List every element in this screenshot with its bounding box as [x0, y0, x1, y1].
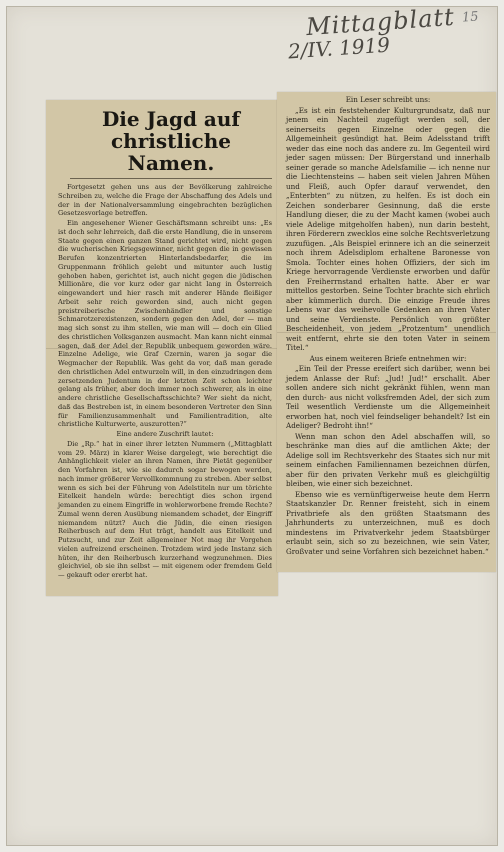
article-headline: Die Jagd auf christliche Namen. [70, 106, 272, 179]
fold-line [277, 332, 496, 333]
paragraph: Wenn man schon den Adel abschaffen will, so beschränke man dies auf die amtlichen Akte; der Adelige soll im Rechtsverkehr des Staates sich nur mit seinem einfachen Familiennamen bezeichnen dürfen, aber für den privaten Verkehr muß es gleichgültig bleiben, wie einer sich bezeichnet. [286, 431, 490, 488]
handwritten-title: Mittagblatt [305, 2, 456, 42]
newspaper-clipping-right [277, 92, 496, 572]
right-column [277, 92, 496, 556]
paragraph: „Ein Teil der Presse ereifert sich darüber, wenn bei jedem Anlasse der Ruf: „Jud! Jud!“ erschallt. Aber sollen andere sich nicht gekränkt fühlen, wenn man den durch- aus nicht volksfremden Adel, der sich zum Teil wesentlich Verdienste um die Allgemeinheit erworben hat, noch viel feindseliger behandelt? Ist ein Adeliger? Bedroht ihn!“ [286, 364, 490, 430]
paragraph: Aus einem weiteren Briefe entnehmen wir: [309, 353, 467, 363]
handwritten-number: 15 [461, 9, 480, 26]
paragraph: „Es ist ein feststehender Kulturgrundsatz, daß nur jenem ein Nachteil zugefügt werden soll, der seinerseits gegen Einzelne oder gegen die Allgemeinheit gesündigt hat. Beim Adelsstand trifft weder das eine noch das andere zu. Im Gegenteil wird jeder sagen müssen: Der Bürgerstand und innerhalb seiner gerade so manche Adelsfamilie — ich nenne nur die Liechtensteins — haben seit vielen Jahren Mühen und Fleiß, auch Opfer darauf verwendet, den „Enterbten“ zu nützen, zu helfen. Es ist doch ein Zeichen sonderbarer Gesinnung, daß die erste Handlung dieser, die zu der Macht kamen (wobei auch viele Adelige mitgeholfen haben), nun darin besteht, ihren Förderern zwecklos eine solche Rechtsverletzung zuzufügen. „Als Beispiel erinnere ich an die seinerzeit noch ihrem Adelsdiplom erhaltene Baronesse von Smola. Tochter eines hohen Offiziers, der sich im Kriege hervorragende Verdienste erworben und dafür den Freiherrnstand erhalten hatte. Aber er war mittellos gestorben. Seine Tochter brachte sich ehrlich aber kümmerlich durch. Die einzige Freude ihres Lebens war das weihevolle Gedenken an ihren Vater und seine Verdienste. Persönlich von größter Bescheidenheit, von jedem „Protzentum“ unendlich weit entfernt, ehrte sie den toten Vater in seinem Titel.“ [286, 105, 490, 352]
paragraph: Ebenso wie es vernünftigerweise heute dem Herrn Staatskanzler Dr. Renner freisteht, sich in einem Privatbriefe als den größten Staatsmann des Jahrhunderts zu unterzeichnen, muß es doch mindestens im Privatverkehr jedem Staatsbürger erlaubt sein, sich so zu bezeichnen, wie sein Vater, Großvater und seine Vorfahren sich bezeichnet haben.“ [286, 489, 490, 556]
handwritten-date: 2/IV. 1919 [287, 32, 391, 64]
paragraph: Ein angesehener Wiener Geschäftsmann schreibt uns: „Es ist doch sehr lehrreich, daß die erste Handlung, die in unserem Staate gegen einen ganzen Stand gerichtet wird, nicht gegen die wucherischen Kriegsgewinner, nicht gegen die in gewissen Berufen konzentrierten Hinterlandsbedarfer, die im Gruppenmann fröhlich gelebt und mitunter auch lustig gehoben haben, gerichtet ist, auch nicht gegen die jüdischen Millionäre, die vor kurz oder gar nicht lang in Österreich eingewandert und hier rasch mit anderer Hände fleißiger Arbeit sehr reich geworden sind, auch nicht gegen preistreiberische Zwischenhändler und sonstige Schmarotzerexistenzen, sondern gegen den Adel, der — man mag sich sonst zu ihm stellen, wie man will — doch ein Glied des christlichen Volksganzen ausmacht. Man kann nicht einmal sagen, daß der Adel der Republik unbequem geworden wäre. Einzelne Adelige, wie Graf Czernin, waren ja sogar die Wegmacher der Republik. Was geht da vor, daß man gerade den christlichen Adel entwurzeln will, in den einzudringen dem zersetzenden Judentum in der letzten Zeit schon leichter gelang als früher, aber doch immer noch schwerer, als in eine andere christliche Gesellschaftsschichte? Wer sieht da nicht, daß das Bestreben ist, in einem besonderen Vertreter den Sinn für Familienzusammenhalt und Familientradition, alte christliche Kulturwerte, auszurotten?“ [58, 219, 272, 429]
paragraph: Die „Rp.“ hat in einer ihrer letzten Nummern („Mittagblatt vom 29. März) in klarer Weise dargelegt, wie berechtigt die Anhänglichkeit vieler an ihren Namen, ihre Pietät gegenüber den Vorfahren ist, wie sie dadurch sogar bewogen werden, nach immer größerer Vervollkommnung zu streben. Aber selbst wenn es sich bei der Führung von Adelstiteln nur um törichte Eitelkeit handeln würde: berechtigt dies schon irgend jemanden zu einem Eingriffe in wohlerworbene fremde Rechte? Zumal wenn deren Ausübung niemandem schadet, der Eingriff niemandem nützt? Auch die Jüdin, die einen riesigen Reiherbusch auf dem Hut trägt, handelt aus Eitelkeit und Putzsucht, und zur Zeit allgemeiner Not mag ihr Vorgehen vielen aufreizend erscheinen. Trotzdem wird jede Instanz sich hüten, ihr den Reiherbusch kurzerhand wegzunehmen. Dies gleichviel, ob sie ihn selbst — mit eigenem oder fremdem Geld — gekauft oder ererbt hat. [58, 439, 272, 579]
fold-line [46, 348, 278, 349]
paragraph: Fortgesetzt gehen uns aus der Bevölkerung zahlreiche Schreiben zu, welche die Frage der Abschaffung des Adels und der in der Nationalversammlung eingebrachten bezüglichen Gesetzesvorlage betreffen. [58, 183, 272, 218]
left-column [46, 183, 278, 580]
paragraph: Eine andere Zuschrift lautet: [116, 430, 214, 438]
paragraph: Ein Leser schreibt uns: [345, 95, 431, 104]
newspaper-clipping-left [46, 100, 278, 596]
